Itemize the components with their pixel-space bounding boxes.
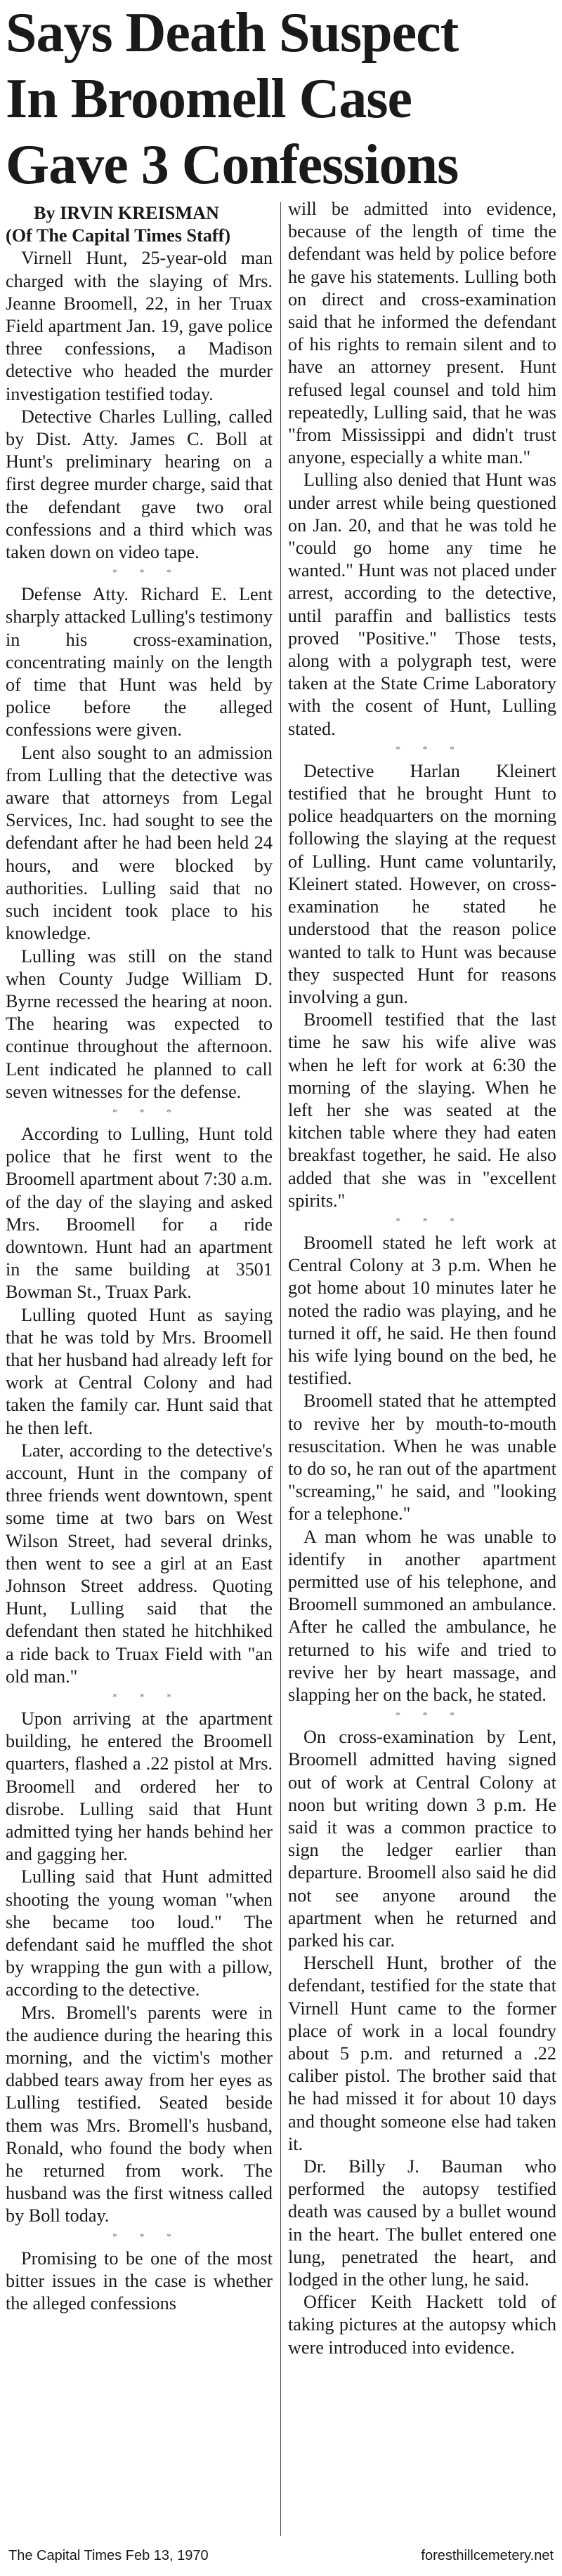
- paragraph: Broomell stated that he attempted to revive her by mouth-to-mouth resuscitation. When he was unable to do so, he ran out of the apartment "screaming," he said, and "looking for a telephone.": [288, 1390, 556, 1525]
- section-break: * * *: [112, 1107, 181, 1118]
- article-column-left: [6, 202, 273, 2315]
- headline-line-1: Says Death Suspect: [6, 2, 459, 64]
- paragraph: Herschell Hunt, brother of the defendant, testified for the state that Virnell Hunt came to the former place of work in a local foundry about 5 p.m. and returned a .22 caliber pistol. The brother said that he had missed it for about 10 days and thought someone else had taken it.: [288, 1953, 556, 2154]
- paragraph: According to Lulling, Hunt told police that he first went to the Broomell apartment about 7:30 a.m. of the day of the slaying and asked Mrs. Broomell for a ride downtown. Hunt had an apartment in the same building at 3501 Bowman St., Truax Park.: [6, 1123, 273, 1303]
- headline-line-2: In Broomell Case: [6, 68, 412, 130]
- paragraph: Defense Atty. Richard E. Lent sharply attacked Lulling's testimony in his cross-examination, concentrating mainly on the length of time that Hunt was held by police before the alleged confessions were given.: [6, 584, 273, 741]
- headline-line-3: Gave 3 Confessions: [6, 134, 459, 196]
- paragraph: Later, according to the detective's account, Hunt in the company of three friends went downtown, spent some time at two bars on West Wilson Street, had several drinks, then went to see a girl at an East Johnson Street address. Quoting Hunt, Lulling said that the defendant then stated he hitchhiked a ride back to Truax Field with "an old man.": [6, 1440, 273, 1687]
- paragraph: Broomell testified that the last time he saw his wife alive was when he left for work at 6:30 the morning of the slaying. When he left her she was seated at the kitchen table where they had eaten breakfast together, he said. He also added that she was in "excellent spirits.": [288, 1009, 556, 1211]
- section-break: * * *: [396, 744, 464, 755]
- section-break: * * *: [112, 568, 181, 579]
- paragraph: Lulling also denied that Hunt was under arrest while being questioned on Jan. 20, and that he was told he "could go home any time he wanted." Hunt was not placed under arrest, according to the detective, until paraffin and ballistics tests proved "Positive." Those tests, along with a polygraph test, were taken at the State Crime Laboratory with the cosent of Hunt, Lulling stated.: [288, 470, 556, 739]
- byline-staff: (Of The Capital Times Staff): [6, 225, 231, 246]
- source-caption: The Capital Times Feb 13, 1970: [8, 2548, 209, 2563]
- paragraph: Lulling quoted Hunt as saying that he was told by Mrs. Broomell that her husband had already left for work at Central Colony and had taken the family car. Hunt said that he then left.: [6, 1304, 273, 1438]
- column-divider: [280, 202, 281, 2536]
- paragraph: Dr. Billy J. Bauman who performed the autopsy testified death was caused by a bullet wound in the heart. The bullet entered one lung, penetrated the heart, and lodged in the other lung, he said.: [288, 2156, 556, 2290]
- section-break: * * *: [112, 1692, 181, 1703]
- website-caption: foresthillcemetery.net: [421, 2548, 554, 2563]
- paragraph: Broomell stated he left work at Central Colony at 3 p.m. When he got home about 10 minutes later he noted the radio was playing, and he turned it off, he said. He then found his wife lying bound on the bed, he testified.: [288, 1232, 556, 1389]
- byline-author: By IRVIN KREISMAN: [34, 203, 219, 223]
- paragraph: Lent also sought to an admission from Lulling that the detective was aware that attorneys from Legal Services, Inc. had sought to see the defendant after he had been held 24 hours, and were blocked by authorities. Lulling said that no such incident took place to his knowledge.: [6, 742, 273, 944]
- paragraph: A man whom he was unable to identify in another apartment permitted use of his telephone, and Broomell summoned an ambulance. After he called the ambulance, he returned to his wife and tried to revive her by heart massage, and slapping her on the back, he stated.: [288, 1526, 556, 1705]
- paragraph: Lulling said that Hunt admitted shooting the young woman "when she became too loud." The defendant said he muffled the shot by wrapping the gun with a pillow, according to the detective.: [6, 1866, 273, 2000]
- section-break: * * *: [396, 1711, 464, 1722]
- paragraph: Detective Charles Lulling, called by Dist. Atty. James C. Boll at Hunt's preliminary hearing on a first degree murder charge, said that the defendant gave two oral confessions and a third which was taken down on video tape.: [6, 406, 273, 563]
- paragraph: Lulling was still on the stand when County Judge William D. Byrne recessed the hearing at noon. The hearing was expected to continue throughout the afternoon. Lent indicated he planned to call seven witnesses for the defense.: [6, 945, 273, 1102]
- paragraph: Officer Keith Hackett told of taking pictures at the autopsy which were introduced into evidence.: [288, 2292, 556, 2358]
- paragraph: Virnell Hunt, 25-year-old man charged with the slaying of Mrs. Jeanne Broomell, 22, in her Truax Field apartment Jan. 19, gave police three confessions, a Madison detective who headed the murder investigation testified today.: [6, 248, 273, 404]
- paragraph: Promising to be one of the most bitter issues in the case is whether the alleged confessions: [6, 2248, 273, 2314]
- paragraph: Upon arriving at the apartment building, he entered the Broomell quarters, flashed a .22 pistol at Mrs. Broomell and ordered her to disrobe. Lulling said that Hunt admitted tying her hands behind her and gagging her.: [6, 1708, 273, 1865]
- headline: [6, 0, 556, 198]
- article-column-right: [288, 198, 556, 2359]
- paragraph: Mrs. Bromell's parents were in the audience during the hearing this morning, and the victim's mother dabbed tears away from her eyes as Lulling testified. Seated beside them was Mrs. Bromell's husband, Ronald, who found the body when he returned from work. The husband was the first witness called by Boll today.: [6, 2002, 273, 2226]
- section-break: * * *: [396, 1216, 464, 1227]
- paragraph: Detective Harlan Kleinert testified that he brought Hunt to police headquarters on the morning following the slaying at the request of Lulling. Hunt came voluntarily, Kleinert stated. However, on cross-examination he stated he understood that the reason police wanted to talk to Hunt was because they suspected Hunt for reasons involving a gun.: [288, 760, 556, 1007]
- paragraph: will be admitted into evidence, because of the length of time the defendant was held by police before he gave his statements. Lulling both on direct and cross-examination said that he informed the defendant of his rights to remain silent and to have an attorney present. Hunt refused legal counsel and told him repeatedly, Lulling said, that he was "from Mississippi and didn't trust anyone, especially a white man.": [288, 199, 556, 468]
- section-break: * * *: [112, 2231, 181, 2243]
- paragraph: On cross-examination by Lent, Broomell admitted having signed out of work at Central Colony at noon but writing down 3 p.m. He said it was a common practice to sign the ledger earlier than departure. Broomell also said he did not see anyone around the apartment when he returned and parked his car.: [288, 1727, 556, 1951]
